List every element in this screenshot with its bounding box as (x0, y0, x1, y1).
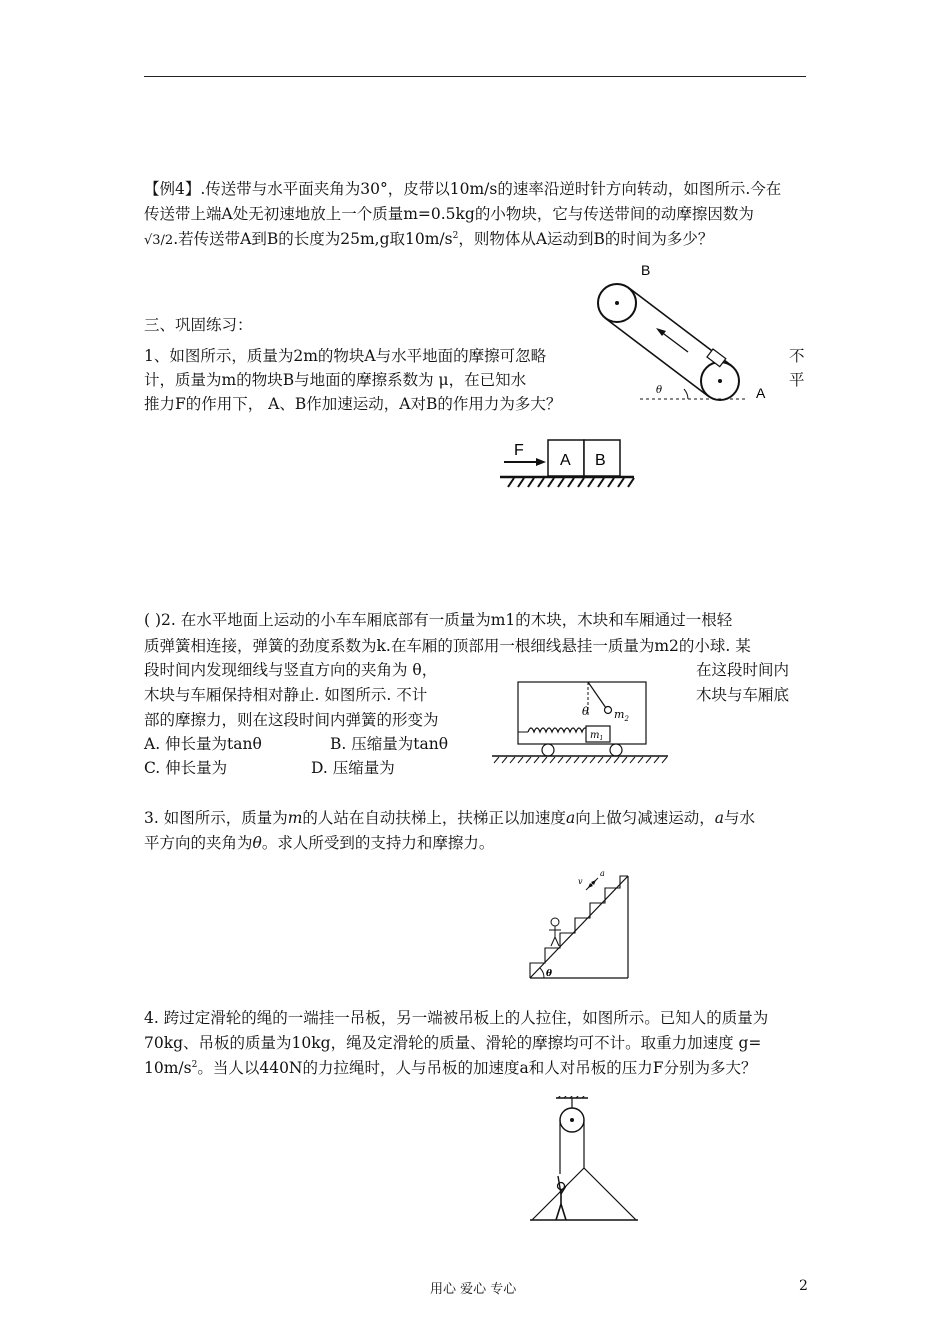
belt-label-a: A (756, 385, 766, 401)
q2-option-b: B. 压缩量为tanθ (330, 735, 449, 753)
force-label: F (514, 442, 524, 459)
q1-line2: 计，质量为m的物块B与地面的摩擦系数为 μ，在已知水 (144, 371, 527, 389)
escalator-figure (528, 866, 633, 981)
cart-angle-label: θ (582, 705, 589, 718)
conveyor-belt-figure (580, 255, 780, 410)
block-a-label: A (560, 452, 571, 469)
cart-figure (490, 680, 670, 770)
q2-line1: ( )2. 在水平地面上运动的小车车厢底部有一质量为m1的木块，木块和车厢通过一根轻 (144, 611, 733, 629)
sqrt-fraction: √3/2 (144, 233, 174, 248)
q4-line1: 4. 跨过定滑轮的绳的一端挂一吊板，另一端被吊板上的人拉住，如图所示。已知人的质量为 (144, 1009, 769, 1027)
example4-line3: √3/2.若传送带A到B的长度为25m,g取$10m/s^2$，则物体从A运动到B的时间为多少？ (144, 230, 714, 248)
section3-title: 三、巩固练习： (144, 316, 253, 334)
example4-line2: 传送带上端A处无初速地放上一个质量m=0.5kg的小物块，它与传送带间的动摩擦因数为 (144, 205, 754, 223)
q2-line4: 木块与车厢保持相对静止. 如图所示. 不计 (144, 686, 428, 704)
cart-m2-label: $m_2$ (614, 708, 629, 723)
q2-line5: 部的摩擦力，则在这段时间内弹簧的形变为 (144, 711, 439, 729)
block-b-label: B (595, 452, 606, 469)
q2-option-a: A. 伸长量为tanθ (144, 735, 262, 753)
q4-line2: 70kg、吊板的质量为10kg，绳及定滑轮的质量、滑轮的摩擦均可不计。取重力加速度 g= (144, 1034, 762, 1052)
q2-line3: 段时间内发现细线与竖直方向的夹角为 θ， (144, 661, 438, 679)
example4-line1: 【例4】.传送带与水平面夹角为30°，皮带以10m/s的速率沿逆时针方向转动，如图所示.今在 (144, 180, 782, 198)
q2-option-d: D. 压缩量为 (311, 759, 395, 777)
header-rule (144, 76, 806, 77)
q1-line1-tail: 不 (789, 347, 805, 365)
escalator-v-label: v (578, 877, 583, 886)
pulley-figure (528, 1096, 640, 1222)
q2-line2: 质弹簧相连接，弹簧的劲度系数为k.在车厢的顶部用一根细线悬挂一质量为m2的小球. 某 (144, 637, 751, 655)
escalator-angle-label: θ (546, 969, 553, 979)
q4-line3: $10m/s^2$。当人以440N的力拉绳时，人与吊板的加速度a和人对吊板的压力F分别为多大？ (144, 1059, 757, 1077)
q3-line2: 平方向的夹角为θ。求人所受到的支持力和摩擦力。 (144, 834, 495, 852)
q3-line1: 3. 如图所示，质量为m的人站在自动扶梯上，扶梯正以加速度a向上做匀减速运动，a与水 (144, 809, 755, 827)
footer-text: 用心 爱心 专心 (430, 1282, 517, 1297)
cart-m1-label: $m_1$ (590, 730, 604, 742)
q1-line3: 推力F的作用下， A、B作加速运动，A对B的作用力为多大？ (144, 395, 562, 413)
blocks-figure (500, 435, 635, 495)
escalator-a-label: a (600, 869, 605, 878)
belt-label-b: B (641, 262, 651, 278)
page-number: 2 (799, 1278, 808, 1294)
q2-line3-tail: 在这段时间内 (696, 661, 790, 679)
belt-angle-label: θ (656, 385, 663, 396)
q2-option-c: C. 伸长量为 (144, 759, 228, 777)
q2-line4-tail: 木块与车厢底 (696, 686, 790, 704)
q1-line1: 1、如图所示，质量为2m的物块A与水平地面的摩擦可忽略 (144, 347, 547, 365)
q1-line2-tail: 平 (789, 371, 805, 389)
